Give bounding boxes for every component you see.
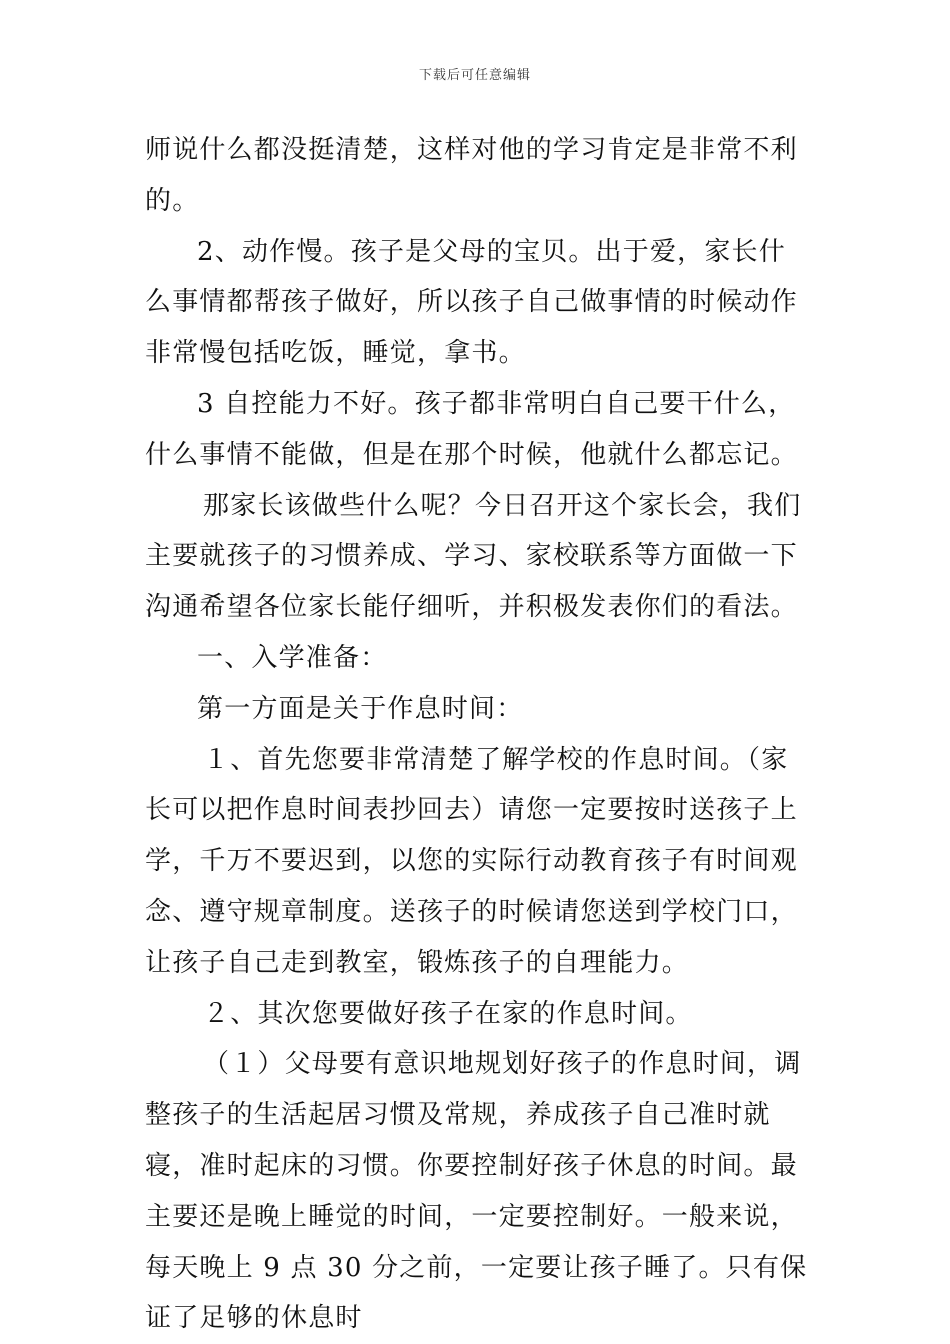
document-body bbox=[145, 125, 810, 1344]
paragraph-item-1: １、首先您要非常清楚了解学校的作息时间。（家长可以把作息时间表抄回去）请您一定要按时送孩子上学，千万不要迟到，以您的实际行动教育孩子有时间观念、遵守规章制度。送孩子的时候请您送到学校门口，让孩子自己走到教室，锻炼孩子的自理能力。 bbox=[145, 744, 798, 978]
subsection-heading-schedule: 第一方面是关于作息时间： bbox=[197, 693, 524, 724]
paragraph-3: 3 自控能力不好。孩子都非常明白自己要干什么，什么事情不能做，但是在那个时候，他就什么都忘记。 bbox=[145, 388, 798, 470]
section-heading-enrollment: 一、入学准备： bbox=[197, 642, 388, 673]
paragraph-4: 那家长该做些什么呢？今日召开这个家长会，我们主要就孩子的习惯养成、学习、家校联系等方面做一下沟通希望各位家长能仔细听，并积极发表你们的看法。 bbox=[145, 490, 802, 623]
paragraph-item-2-1: （１）父母要有意识地规划好孩子的作息时间，调整孩子的生活起居习惯及常规，养成孩子自己准时就寝，准时起床的习惯。你要控制好孩子休息的时间。最主要还是晚上睡觉的时间，一定要控制好。一般来说，每天晚上 9 点 30 分之前，一定要让孩子睡了。只有保证了足够的休息时 bbox=[145, 1049, 808, 1334]
paragraph-item-2: ２、其次您要做好孩子在家的作息时间。 bbox=[203, 998, 693, 1029]
page-header: 下载后可任意编辑 bbox=[418, 68, 531, 83]
paragraph-1: 师说什么都没挺清楚，这样对他的学习肯定是非常不利的。 bbox=[145, 135, 798, 216]
paragraph-2: 2、动作慢。孩子是父母的宝贝。出于爱，家长什么事情都帮孩子做好，所以孩子自己做事情的时候动作非常慢包括吃饭，睡觉，拿书。 bbox=[145, 236, 798, 369]
